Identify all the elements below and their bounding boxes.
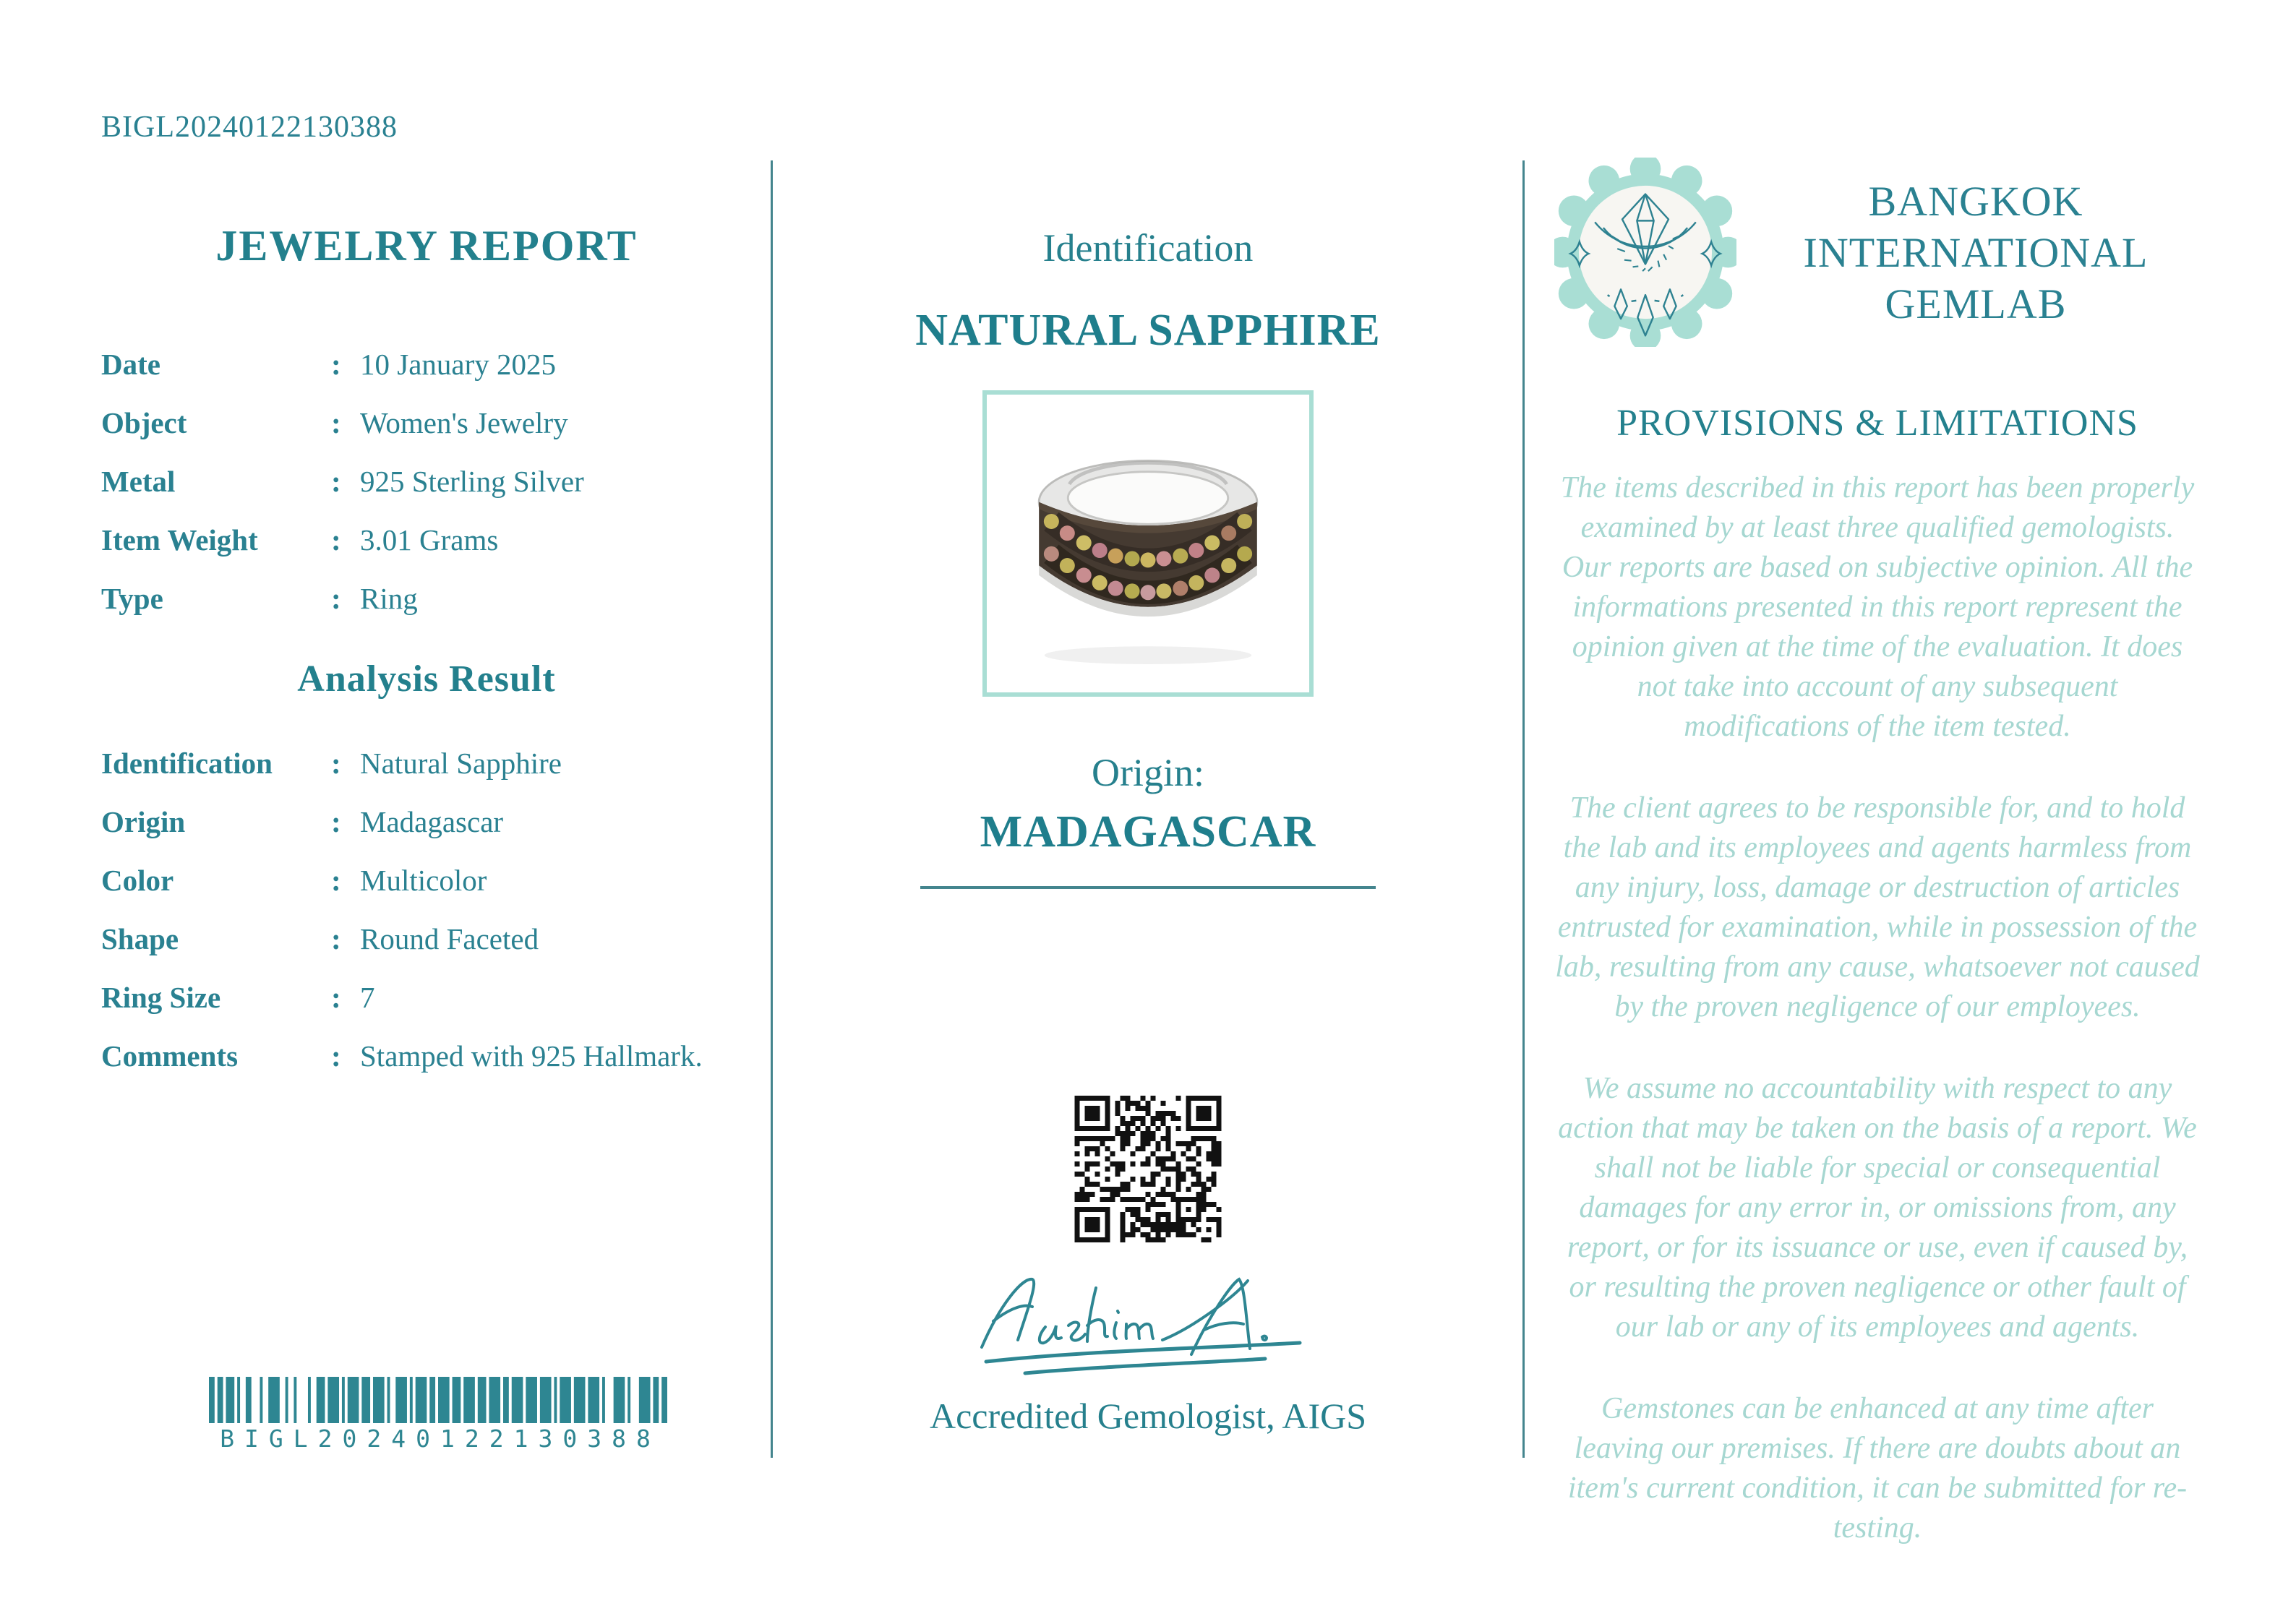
colon: : <box>331 1039 341 1073</box>
detail-value: Ring <box>360 581 418 615</box>
colon: : <box>331 464 341 498</box>
analysis-label: Ring Size <box>101 980 221 1014</box>
identification-column <box>773 0 1523 1624</box>
barcode <box>209 1377 672 1453</box>
origin-label: Origin: <box>1092 751 1204 794</box>
analysis-result-title: Analysis Result <box>297 658 556 700</box>
detail-label: Object <box>101 405 187 439</box>
gemlab-logo-icon <box>1554 158 1736 347</box>
analysis-label: Color <box>101 863 174 897</box>
lab-header <box>1554 158 2201 347</box>
jewelry-photo-frame <box>982 390 1314 697</box>
qr-code <box>1075 1096 1222 1242</box>
colon: : <box>331 746 341 780</box>
detail-label: Metal <box>101 464 176 498</box>
analysis-value: Madagascar <box>360 804 504 838</box>
analysis-value: Round Faceted <box>360 921 539 955</box>
colon: : <box>331 347 341 381</box>
gem-name: NATURAL SAPPHIRE <box>915 306 1381 355</box>
colon: : <box>331 405 341 439</box>
analysis-label: Shape <box>101 921 179 955</box>
ring-photo <box>996 403 1300 684</box>
provisions-text <box>1554 468 2201 1590</box>
analysis-table <box>101 734 752 1085</box>
analysis-label: Identification <box>101 746 273 780</box>
lab-info-column <box>1554 0 2201 1624</box>
analysis-value: Natural Sapphire <box>360 746 562 780</box>
colon: : <box>331 523 341 557</box>
detail-value: 10 January 2025 <box>360 347 557 381</box>
analysis-value: 7 <box>360 980 375 1014</box>
detail-value: 925 Sterling Silver <box>360 464 584 498</box>
analysis-value: Stamped with 925 Hallmark. <box>360 1039 703 1073</box>
provisions-title: PROVISIONS & LIMITATIONS <box>1616 403 2138 444</box>
identification-heading: Identification <box>1042 226 1254 270</box>
report-details-column <box>101 221 752 1085</box>
colon: : <box>331 804 341 838</box>
lab-name: BANGKOK INTERNATIONAL GEMLAB <box>1803 177 2149 327</box>
detail-value: Women's Jewelry <box>360 405 568 439</box>
accreditation-text: Accredited Gemologist, AIGS <box>929 1396 1367 1436</box>
origin-underline <box>920 886 1376 889</box>
detail-label: Type <box>101 581 163 615</box>
signature-image <box>953 1259 1343 1389</box>
detail-label: Date <box>101 347 160 381</box>
provisions-paragraph: The items described in this report has been properly examined by at least three qualified gemologists. Our reports are based on subjective opinion. All the informations presented in this report represent the opinion given at the time of the evaluation. It does not take into account of any subsequent modifications of the item tested. <box>1560 471 2195 743</box>
colon: : <box>331 980 341 1014</box>
details-table <box>101 335 752 627</box>
colon: : <box>331 921 341 955</box>
provisions-paragraph: We assume no accountability with respect to any action that may be taken on the basis of a report. We shall not be liable for special or consequential damages for any error in, or omissions from, any report, or for its issuance or use, even if caused by, or resulting the proven negligence or other fault of our lab or any of its employees and agents. <box>1558 1072 2197 1344</box>
report-number: BIGL20240122130388 <box>101 111 398 144</box>
barcode-image <box>209 1377 667 1423</box>
detail-value: 3.01 Grams <box>360 523 499 557</box>
detail-label: Item Weight <box>101 523 258 557</box>
origin-value: MADAGASCAR <box>980 807 1316 856</box>
colon: : <box>331 863 341 897</box>
analysis-label: Comments <box>101 1039 239 1073</box>
provisions-paragraph: Gemstones can be enhanced at any time after leaving our premises. If there are doubts about an item's current condition, it can be submitted for re-testing. <box>1567 1392 2188 1544</box>
report-title: JEWELRY REPORT <box>215 222 638 270</box>
barcode-text: BIGL20240122130388 <box>220 1425 661 1453</box>
qr-code-image <box>1075 1096 1222 1242</box>
analysis-value: Multicolor <box>360 863 487 897</box>
analysis-label: Origin <box>101 804 186 838</box>
gemologist-signature <box>953 1259 1343 1389</box>
colon: : <box>331 581 341 615</box>
provisions-paragraph: The client agrees to be responsible for, and to hold the lab and its employees and agents harmless from any injury, loss, damage or destruction of articles entrusted for examination, while in possession of the lab, resulting from any cause, whatsoever not caused by the proven negligence of our employees. <box>1555 791 2200 1023</box>
